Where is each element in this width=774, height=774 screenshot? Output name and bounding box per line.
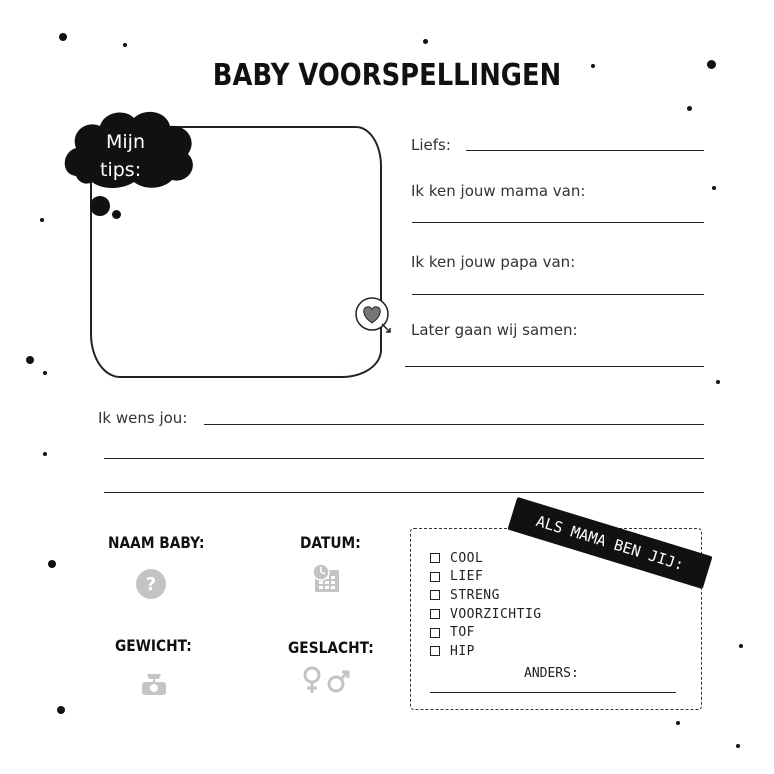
decor-dot (26, 356, 34, 364)
mama-banner: ALS MAMA BEN JIJ: (507, 497, 712, 589)
gender-symbols-icon (302, 666, 352, 694)
heart-arrow-icon (352, 294, 396, 338)
label-papa: Ik ken jouw papa van: (411, 253, 576, 271)
question-mark-icon (135, 568, 167, 600)
line-papa[interactable] (412, 294, 704, 295)
label-mama: Ik ken jouw mama van: (411, 182, 586, 200)
option-label: COOL (450, 550, 484, 566)
option-label: HIP (450, 643, 475, 659)
checkbox[interactable] (430, 590, 440, 600)
line-mama[interactable] (412, 222, 704, 223)
line-liefs[interactable] (466, 150, 704, 151)
decor-dot (676, 721, 680, 725)
label-geslacht: GESLACHT: (288, 638, 374, 657)
option-hip[interactable] (430, 642, 542, 661)
decor-dot (59, 33, 67, 41)
label-naam-baby: NAAM BABY: (108, 533, 205, 552)
page-title: BABY VOORSPELLINGEN (212, 58, 562, 93)
option-lief[interactable] (430, 568, 542, 587)
checkbox[interactable] (430, 609, 440, 619)
svg-text:?: ? (145, 574, 157, 595)
decor-dot (43, 452, 47, 456)
line-wens-1[interactable] (204, 424, 704, 425)
tips-label (96, 128, 166, 184)
checkbox[interactable] (430, 553, 440, 563)
line-anders[interactable] (430, 692, 676, 693)
calendar-clock-icon (311, 562, 343, 594)
thought-bubble-large (90, 196, 110, 216)
option-label: LIEF (450, 569, 484, 585)
tips-line-2: tips: (100, 159, 142, 181)
mama-options-list (430, 549, 542, 661)
option-label: VOORZICHTIG (450, 606, 542, 622)
line-wens-2[interactable] (104, 458, 704, 459)
checkbox[interactable] (430, 628, 440, 638)
option-streng[interactable] (430, 586, 542, 605)
label-anders: ANDERS: (524, 666, 579, 681)
option-label: STRENG (450, 587, 500, 603)
decor-dot (57, 706, 65, 714)
decor-dot (48, 560, 56, 568)
label-datum: DATUM: (300, 533, 361, 552)
option-tof[interactable] (430, 623, 542, 642)
decor-dot (687, 106, 692, 111)
option-voorzichtig[interactable] (430, 605, 542, 624)
decor-dot (736, 744, 740, 748)
option-label: TOF (450, 625, 475, 641)
decor-dot (739, 644, 743, 648)
checkbox[interactable] (430, 646, 440, 656)
option-cool[interactable] (430, 549, 542, 568)
thought-bubble-small (112, 210, 121, 219)
decor-dot (43, 371, 47, 375)
line-samen[interactable] (405, 366, 704, 367)
tips-line-1: Mijn (106, 131, 145, 153)
decor-dot (423, 39, 428, 44)
decor-dot (716, 380, 720, 384)
decor-dot (40, 218, 44, 222)
label-wens: Ik wens jou: (98, 409, 188, 427)
scale-icon (139, 670, 169, 696)
label-liefs: Liefs: (411, 136, 451, 154)
decor-dot (712, 186, 716, 190)
checkbox[interactable] (430, 572, 440, 582)
label-samen: Later gaan wij samen: (411, 321, 578, 339)
decor-dot (123, 43, 127, 47)
label-gewicht: GEWICHT: (115, 636, 192, 655)
line-wens-3[interactable] (104, 492, 704, 493)
